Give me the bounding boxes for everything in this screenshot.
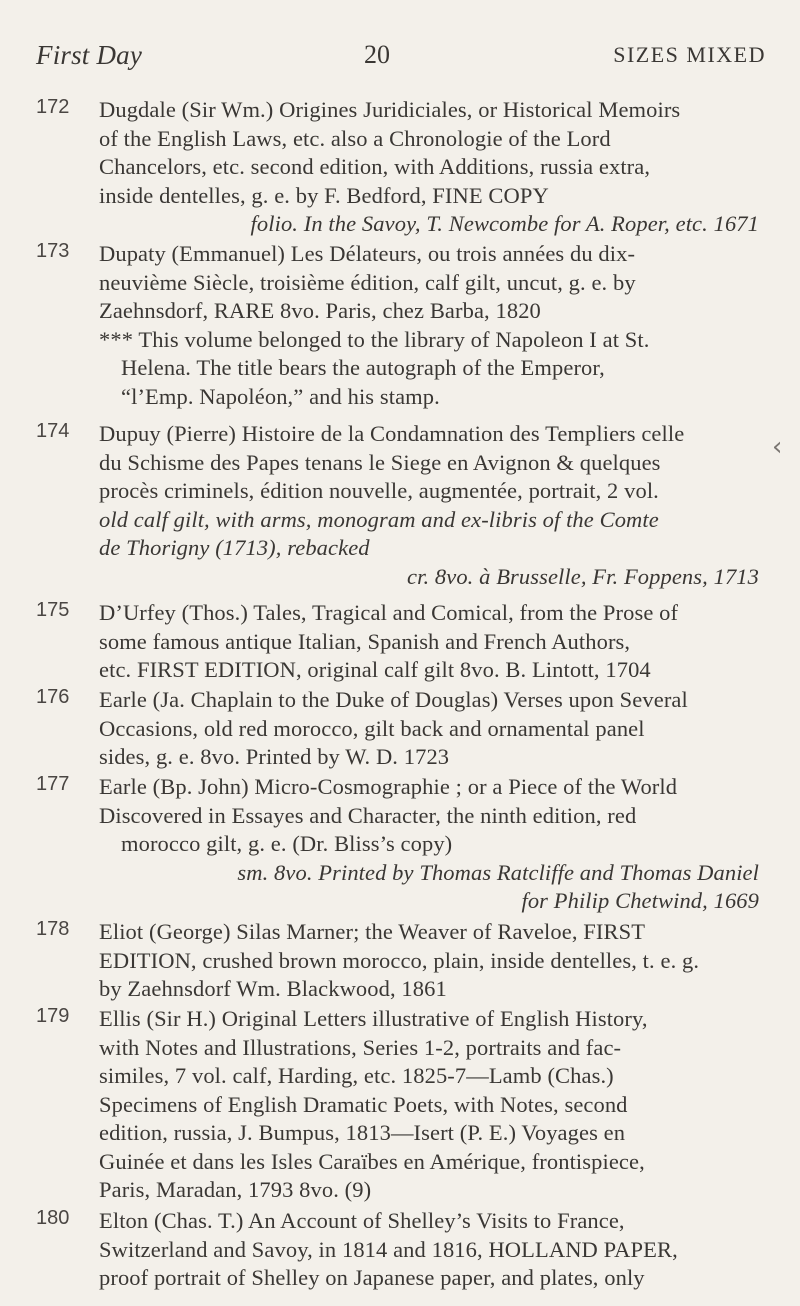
entry-line: by Zaehnsdorf Wm. Blackwood, 1861 [99,976,447,1001]
margin-mark: ‹ [772,432,783,462]
entry-line: Switzerland and Savoy, in 1814 and 1816, HOLLAND PAPER, [99,1236,678,1262]
lot-number: 179 [36,1005,70,1027]
entry-line: Elton (Chas. T.) An Account of Shelley’s Visits to France, [99,1208,625,1233]
entry-line: Specimens of English Dramatic Poets, with Notes, second [99,1091,628,1117]
entry-text [99,420,759,591]
entry-line: Earle (Ja. Chaplain to the Duke of Douglas) Verses upon Several [99,687,688,712]
entry-text [99,240,759,411]
entry-line: similes, 7 vol. calf, Harding, etc. 1825-7—Lamb (Chas.) [99,1063,614,1088]
running-head-day: First Day [36,40,143,70]
entry-text [99,1005,759,1205]
lot-number: 174 [36,420,70,442]
entry-line: Eliot (George) Silas Marner; the Weaver of Raveloe, FIRST [99,919,646,944]
entry-line: proof portrait of Shelley on Japanese paper, and plates, only [99,1265,645,1290]
entry-line: of the English Laws, etc. also a Chronologie of the Lord [99,125,611,151]
entry-line: edition, russia, J. Bumpus, 1813—Isert (P. E.) Voyages en [99,1120,626,1145]
entry-note: “l’Emp. Napoléon,” and his stamp. [121,383,440,409]
entry-imprint: for Philip Chetwind, 1669 [521,888,759,913]
entry-line: Discovered in Essayes and Character, the ninth edition, red [99,802,637,828]
entry-text [99,686,759,772]
lot-number: 175 [36,599,70,621]
entry-line: old calf gilt, with arms, monogram and ex-libris of the Comte [99,506,659,532]
entry-line: Guinée et dans les Isles Caraïbes en Amérique, frontispiece, [99,1148,645,1174]
lot-number: 178 [36,918,70,940]
catalogue-entry-overflow [36,1292,766,1306]
lot-number: 177 [36,773,70,795]
entry-imprint: cr. 8vo. à Brusselle, Fr. Foppens, 1713 [407,563,759,589]
entry-line: Earle (Bp. John) Micro-Cosmographie ; or a Piece of the World [99,774,678,799]
entry-text [99,1207,759,1293]
entry-line: etc. FIRST EDITION, original calf gilt 8vo. B. Lintott, 1704 [99,657,651,682]
lot-number: 173 [36,240,70,262]
entry-line: EDITION, crushed brown morocco, plain, inside dentelles, t. e. g. [99,947,700,973]
entry-text [99,918,759,1004]
entry-line: du Schisme des Papes tenans le Siege en Avignon & quelques [99,449,661,475]
entry-line: procès criminels, édition nouvelle, augmentée, portrait, 2 vol. [99,478,659,503]
entry-imprint: sm. 8vo. Printed by Thomas Ratcliffe and Thomas Daniel [237,859,759,885]
lot-number: 172 [36,96,70,118]
entry-text [99,599,759,685]
entry-line: D’Urfey (Thos.) Tales, Tragical and Comical, from the Prose of [99,600,679,625]
entry-line: de Thorigny (1713), rebacked [99,535,370,560]
entry-note: *** This volume belonged to the library of Napoleon I at St. [99,326,650,352]
entry-note: Helena. The title bears the autograph of the Emperor, [121,355,605,380]
entry-line: morocco gilt, g. e. (Dr. Bliss’s copy) [121,831,453,856]
entry-line: Paris, Maradan, 1793 8vo. (9) [99,1177,372,1202]
entry-line: some famous antique Italian, Spanish and French Authors, [99,628,631,654]
entry-imprint: folio. In the Savoy, T. Newcombe for A. Roper, etc. 1671 [250,211,759,236]
entry-line: Dupaty (Emmanuel) Les Délateurs, ou trois années du dix- [99,241,636,266]
entry-line: Dugdale (Sir Wm.) Origines Juridiciales, or Historical Memoirs [99,97,681,122]
entry-line: neuvième Siècle, troisième édition, calf gilt, uncut, g. e. by [99,269,636,295]
entry-text [99,773,759,916]
entry-line: Ellis (Sir H.) Original Letters illustrative of English History, [99,1006,648,1031]
entry-line: Occasions, old red morocco, gilt back and ornamental panel [99,715,645,741]
entry-text [99,96,759,239]
page-header [36,40,766,74]
lot-number: 176 [36,686,70,708]
entry-line: Zaehnsdorf, RARE 8vo. Paris, chez Barba, 1820 [99,298,541,323]
entry-line: Dupuy (Pierre) Histoire de la Condamnation des Templiers celle [99,421,685,446]
page-number: 20 [364,40,390,69]
entry-line: sides, g. e. 8vo. Printed by W. D. 1723 [99,744,450,769]
entry-text [99,1292,759,1306]
entry-line: with Notes and Illustrations, Series 1-2, portraits and fac- [99,1034,622,1060]
entry-line: inside dentelles, g. e. by F. Bedford, FINE COPY [99,182,549,208]
lot-number: 180 [36,1207,70,1229]
running-head-section: SIZES MIXED [613,42,766,67]
entry-line: Chancelors, etc. second edition, with Additions, russia extra, [99,154,651,179]
